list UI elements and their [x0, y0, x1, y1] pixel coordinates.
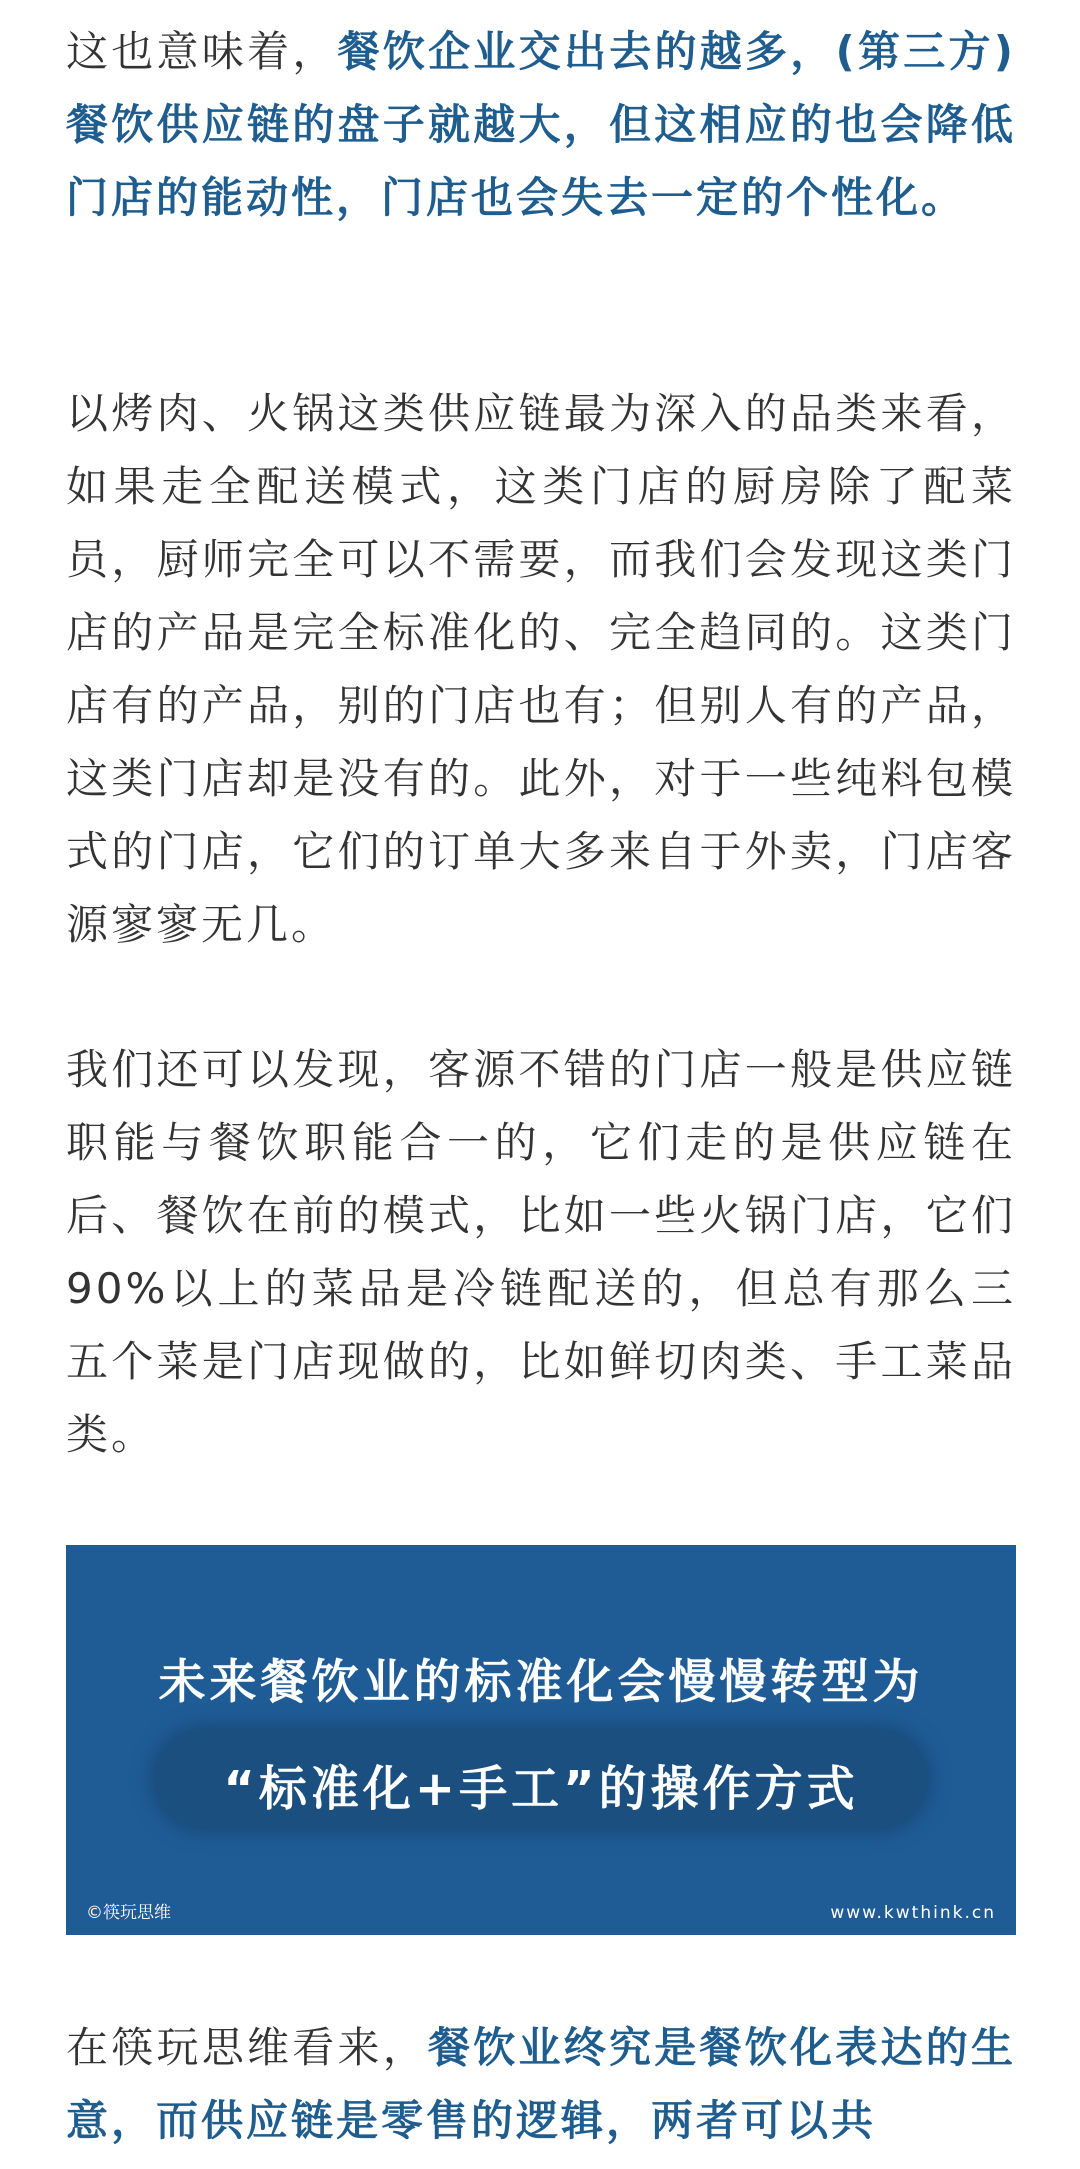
paragraph-1 [66, 15, 1016, 234]
paragraph-3: 我们还可以发现，客源不错的门店一般是供应链职能与餐饮职能合一的，它们走的是供应链在后、餐饮在前的模式，比如一些火锅门店，它们90%以上的菜品是冷链配送的，但总有那么三五个菜是门店现做的，比如鲜切肉类、手工菜品类。 [66, 1045, 1016, 1459]
paragraph-4-lead: 在筷玩思维看来， [66, 2023, 428, 2072]
banner-copyright: ©筷玩思维 [86, 1903, 171, 1923]
banner-subheadline: “标准化+手工”的操作方式 [223, 1761, 859, 1817]
banner-headline: 未来餐饮业的标准化会慢慢转型为 [158, 1655, 924, 1710]
paragraph-4 [66, 2011, 1016, 2157]
banner-url: www.kwthink.cn [830, 1903, 996, 1923]
quote-banner-image [66, 1545, 1016, 1935]
paragraph-2: 以烤肉、火锅这类供应链最为深入的品类来看，如果走全配送模式，这类门店的厨房除了配菜员，厨师完全可以不需要，而我们会发现这类门店的产品是完全标准化的、完全趋同的。这类门店有的产品，别的门店也有；但别人有的产品，这类门店却是没有的。此外，对于一些纯料包模式的门店，它们的订单大多来自于外卖，门店客源寥寥无几。 [66, 389, 1016, 949]
paragraph-4-highlight: 餐饮业终究是餐饮化表达的生意，而供应链是零售的逻辑，两者可以共 [66, 2023, 1016, 2145]
paragraph-1-lead: 这也意味着， [66, 27, 338, 76]
paragraph-1-highlight: 餐饮企业交出去的越多，(第三方)餐饮供应链的盘子就越大，但这相应的也会降低门店的能动性，门店也会失去一定的个性化。 [66, 27, 1016, 222]
